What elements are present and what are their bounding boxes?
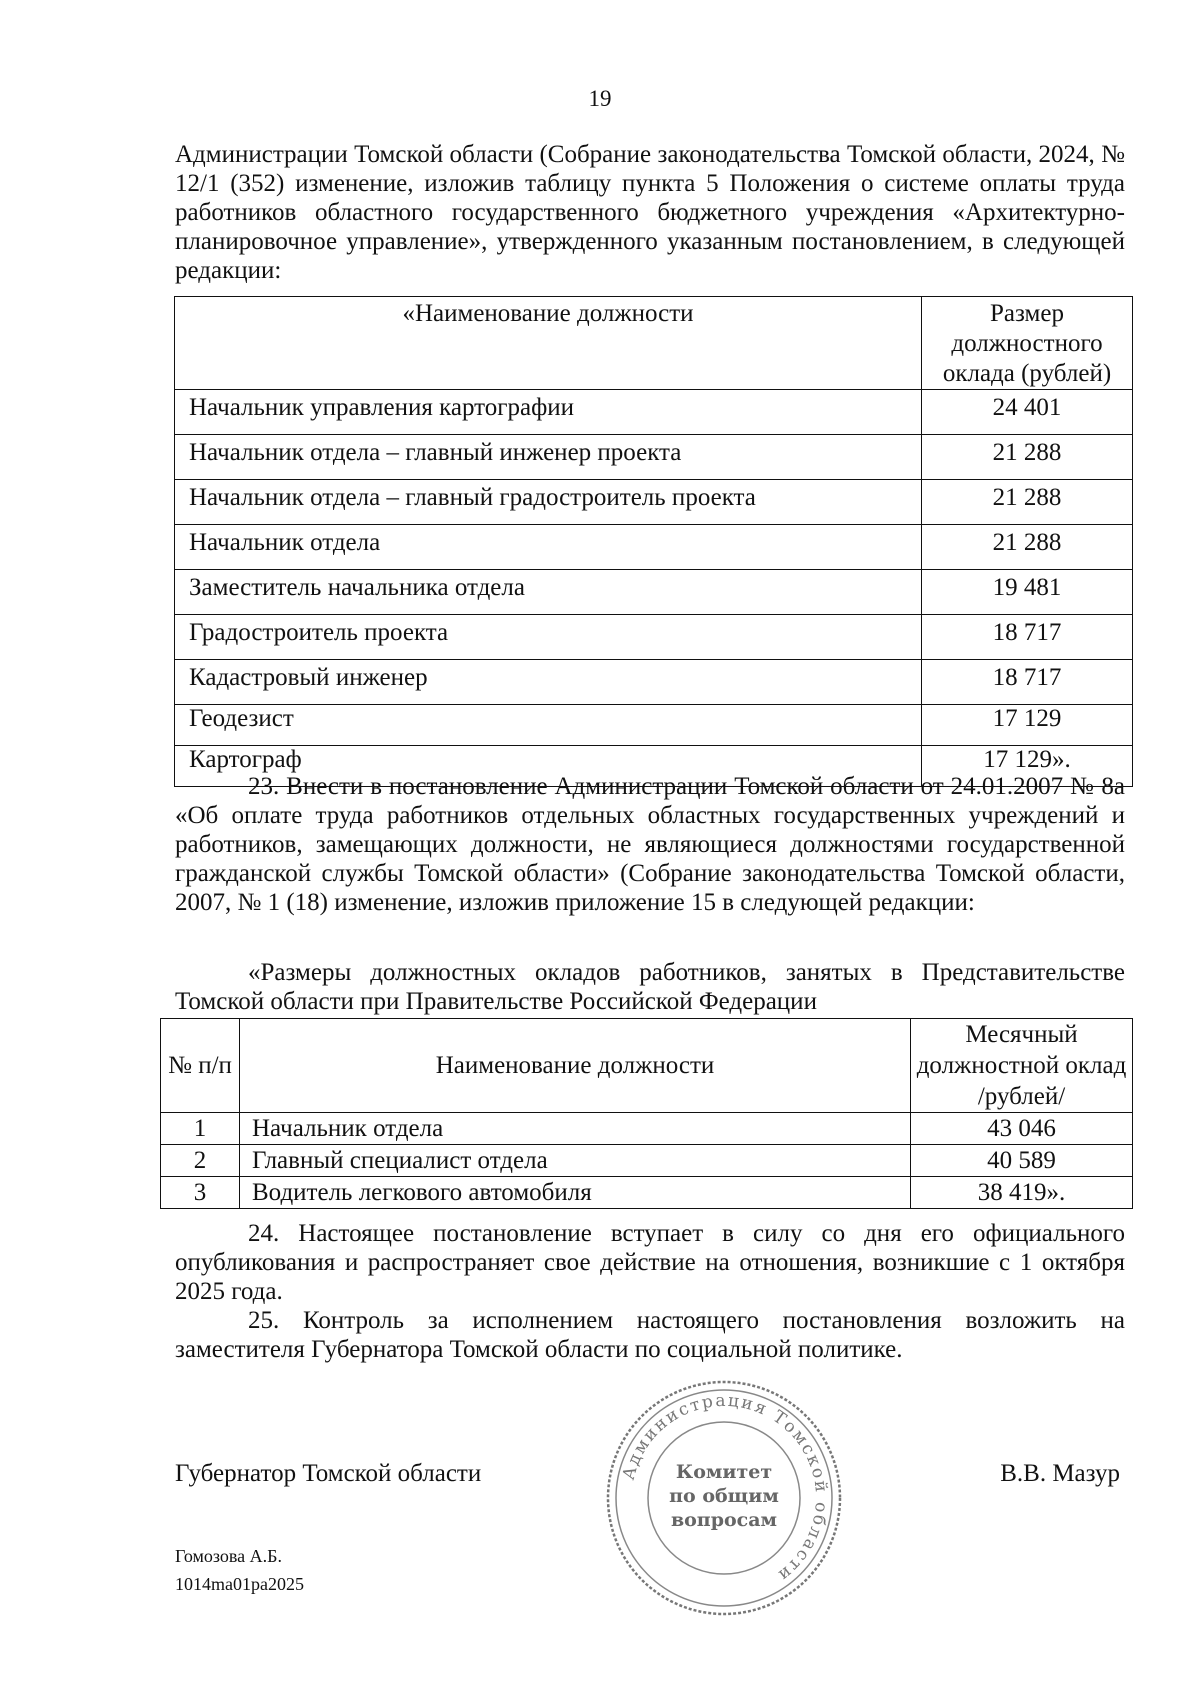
table1-cell-value: 21 288: [922, 525, 1133, 570]
table1-cell-value: 17 129: [922, 705, 1133, 746]
page-number: 19: [588, 86, 612, 111]
stamp-center-line-1: Комитет: [675, 1461, 773, 1483]
table2-row: [161, 1113, 1133, 1145]
signatory-name: В.В. Мазур: [1000, 1460, 1120, 1487]
stamp-center-line-3: вопросам: [670, 1509, 778, 1531]
table2-header-name: Наименование должности: [240, 1019, 911, 1113]
table1-cell-value: 21 288: [922, 435, 1133, 480]
table2-header-num: № п/п: [161, 1019, 240, 1113]
table2-cell-num: 3: [161, 1177, 240, 1209]
table1-cell-name: Градостроитель проекта: [175, 615, 922, 660]
table1-cell-name: Кадастровый инженер: [175, 660, 922, 705]
table1-cell-value: 17 129».: [922, 746, 1133, 787]
salary-table-representation: [160, 1018, 1133, 1209]
item-23-paragraph: 23. Внести в постановление Администрации Томской области от 24.01.2007 № 8а «Об оплате труда работников отдельных областных государственных учреждений и работников, замещающих должности, не являющиеся должностями государственной гражданской службы Томской области» (Собрание законодательства Томской области, 2007, № 1 (18) изменение, изложив приложение 15 в следующей редакции:: [175, 773, 1125, 916]
item-25-paragraph: 25. Контроль за исполнением настоящего постановления возложить на заместителя Губернатора Томской области по социальной политике.: [175, 1307, 1125, 1363]
footer-code: 1014ma01pa2025: [175, 1574, 304, 1594]
table1-cell-name: Начальник отдела – главный инженер проекта: [175, 435, 922, 480]
table1-cell-value: 21 288: [922, 480, 1133, 525]
table2-row: [161, 1145, 1133, 1177]
table2-cell-num: 2: [161, 1145, 240, 1177]
table1-cell-value: 18 717: [922, 615, 1133, 660]
table1-row: [175, 480, 1133, 525]
table1-cell-name: Начальник отдела – главный градостроитель проекта: [175, 480, 922, 525]
table1-cell-name: Картограф: [175, 746, 922, 787]
table2-cell-value: 43 046: [911, 1113, 1133, 1145]
salary-table-architecture: [174, 296, 1133, 787]
table1-cell-name: Геодезист: [175, 705, 922, 746]
table2-cell-value: 38 419».: [911, 1177, 1133, 1209]
item-24-paragraph: 24. Настоящее постановление вступает в силу со дня его официального опубликования и распространяет свое действие на отношения, возникшие с 1 октября 2025 года.: [175, 1220, 1125, 1305]
table1-cell-value: 19 481: [922, 570, 1133, 615]
table1-row: [175, 435, 1133, 480]
stamp-center-line-2: по общим: [669, 1485, 779, 1507]
table1-header-name: «Наименование должности: [175, 297, 922, 390]
table2-cell-name: Главный специалист отдела: [240, 1145, 911, 1177]
footer: [175, 1542, 304, 1598]
table1-cell-value: 24 401: [922, 390, 1133, 435]
stamp-ring-text: Администрация Томской области: [618, 1390, 832, 1587]
table2-cell-name: Водитель легкового автомобиля: [240, 1177, 911, 1209]
signatory-position: Губернатор Томской области: [175, 1460, 482, 1487]
table1-row: [175, 525, 1133, 570]
footer-author: Гомозова А.Б.: [175, 1546, 282, 1566]
table2-cell-num: 1: [161, 1113, 240, 1145]
table1-cell-name: Начальник отдела: [175, 525, 922, 570]
table1-cell-name: Заместитель начальника отдела: [175, 570, 922, 615]
intro-paragraph: Администрации Томской области (Собрание законодательства Томской области, 2024, № 12/1 (352) изменение, изложив таблицу пункта 5 Положения о системе оплаты труда работников областного государственного бюджетного учреждения «Архитектурно-планировочное управление», утвержденного указанным постановлением, в следующей редакции:: [175, 141, 1125, 284]
table2-cell-value: 40 589: [911, 1145, 1133, 1177]
table1-row: [175, 660, 1133, 705]
table2-row: [161, 1177, 1133, 1209]
table1-header-value: Размер должностного оклада (рублей): [922, 297, 1133, 390]
table1-row: [175, 615, 1133, 660]
table1-cell-value: 18 717: [922, 660, 1133, 705]
table1-row: [175, 390, 1133, 435]
table1-cell-name: Начальник управления картографии: [175, 390, 922, 435]
official-stamp: [604, 1378, 844, 1618]
table1-row: [175, 705, 1133, 746]
table2-cell-name: Начальник отдела: [240, 1113, 911, 1145]
table2-header-value: Месячный должностной оклад /рублей/: [911, 1019, 1133, 1113]
item-23-caption: «Размеры должностных окладов работников, занятых в Представительстве Томской области при Правительстве Российской Федерации: [175, 959, 1125, 1015]
table1-row: [175, 570, 1133, 615]
